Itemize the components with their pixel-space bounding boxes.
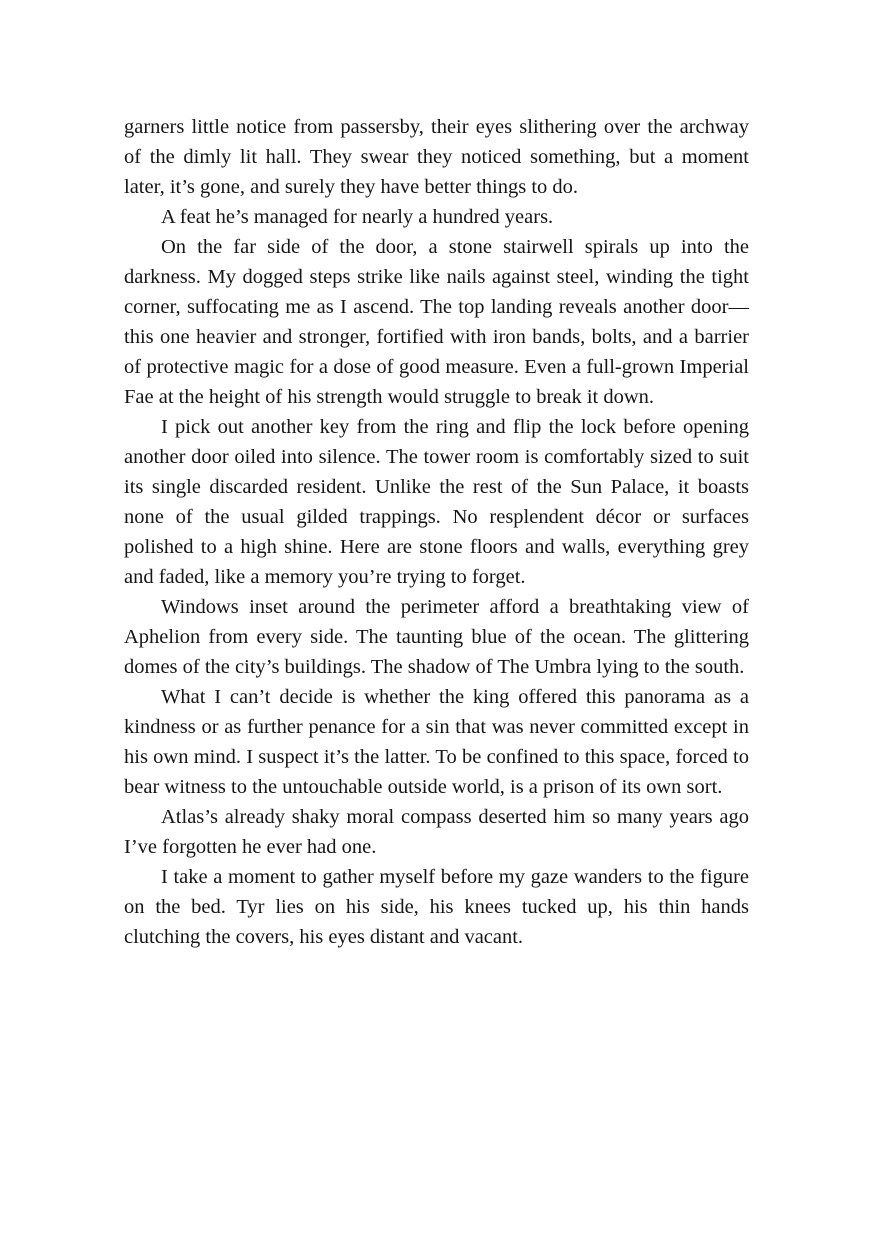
paragraph-continuation: garners little notice from passersby, their eyes slithering over the archway of the dimly lit hall. They swear they noticed something, but a moment later, it’s gone, and surely they have better things to do. bbox=[124, 116, 749, 198]
paragraph: Atlas’s already shaky moral compass deserted him so many years ago I’ve forgotten he ever had one. bbox=[124, 806, 749, 858]
paragraph: What I can’t decide is whether the king offered this panorama as a kindness or as further penance for a sin that was never committed except in his own mind. I suspect it’s the latter. To be confined to this space, forced to bear witness to the untouchable outside world, is a prison of its own sort. bbox=[124, 686, 749, 798]
body-text bbox=[124, 112, 749, 952]
paragraph: A feat he’s managed for nearly a hundred years. bbox=[161, 206, 554, 228]
paragraph: Windows inset around the perimeter afford a breathtaking view of Aphelion from every side. The taunting blue of the ocean. The glittering domes of the city’s buildings. The shadow of The Umbra lying to the south. bbox=[124, 596, 749, 678]
paragraph: On the far side of the door, a stone stairwell spirals up into the darkness. My dogged steps strike like nails against steel, winding the tight corner, suffocating me as I ascend. The top landing reveals another door—this one heavier and stronger, fortified with iron bands, bolts, and a barrier of protective magic for a dose of good measure. Even a full-grown Imperial Fae at the height of his strength would struggle to break it down. bbox=[124, 236, 749, 408]
paragraph: I take a moment to gather myself before my gaze wanders to the figure on the bed. Tyr lies on his side, his knees tucked up, his thin hands clutching the covers, his eyes distant and vacant. bbox=[124, 866, 749, 948]
paragraph: I pick out another key from the ring and flip the lock before opening another door oiled into silence. The tower room is comfortably sized to suit its single discarded resident. Unlike the rest of the Sun Palace, it boasts none of the usual gilded trappings. No resplendent décor or surfaces polished to a high shine. Here are stone floors and walls, everything grey and faded, like a memory you’re trying to forget. bbox=[124, 416, 749, 588]
